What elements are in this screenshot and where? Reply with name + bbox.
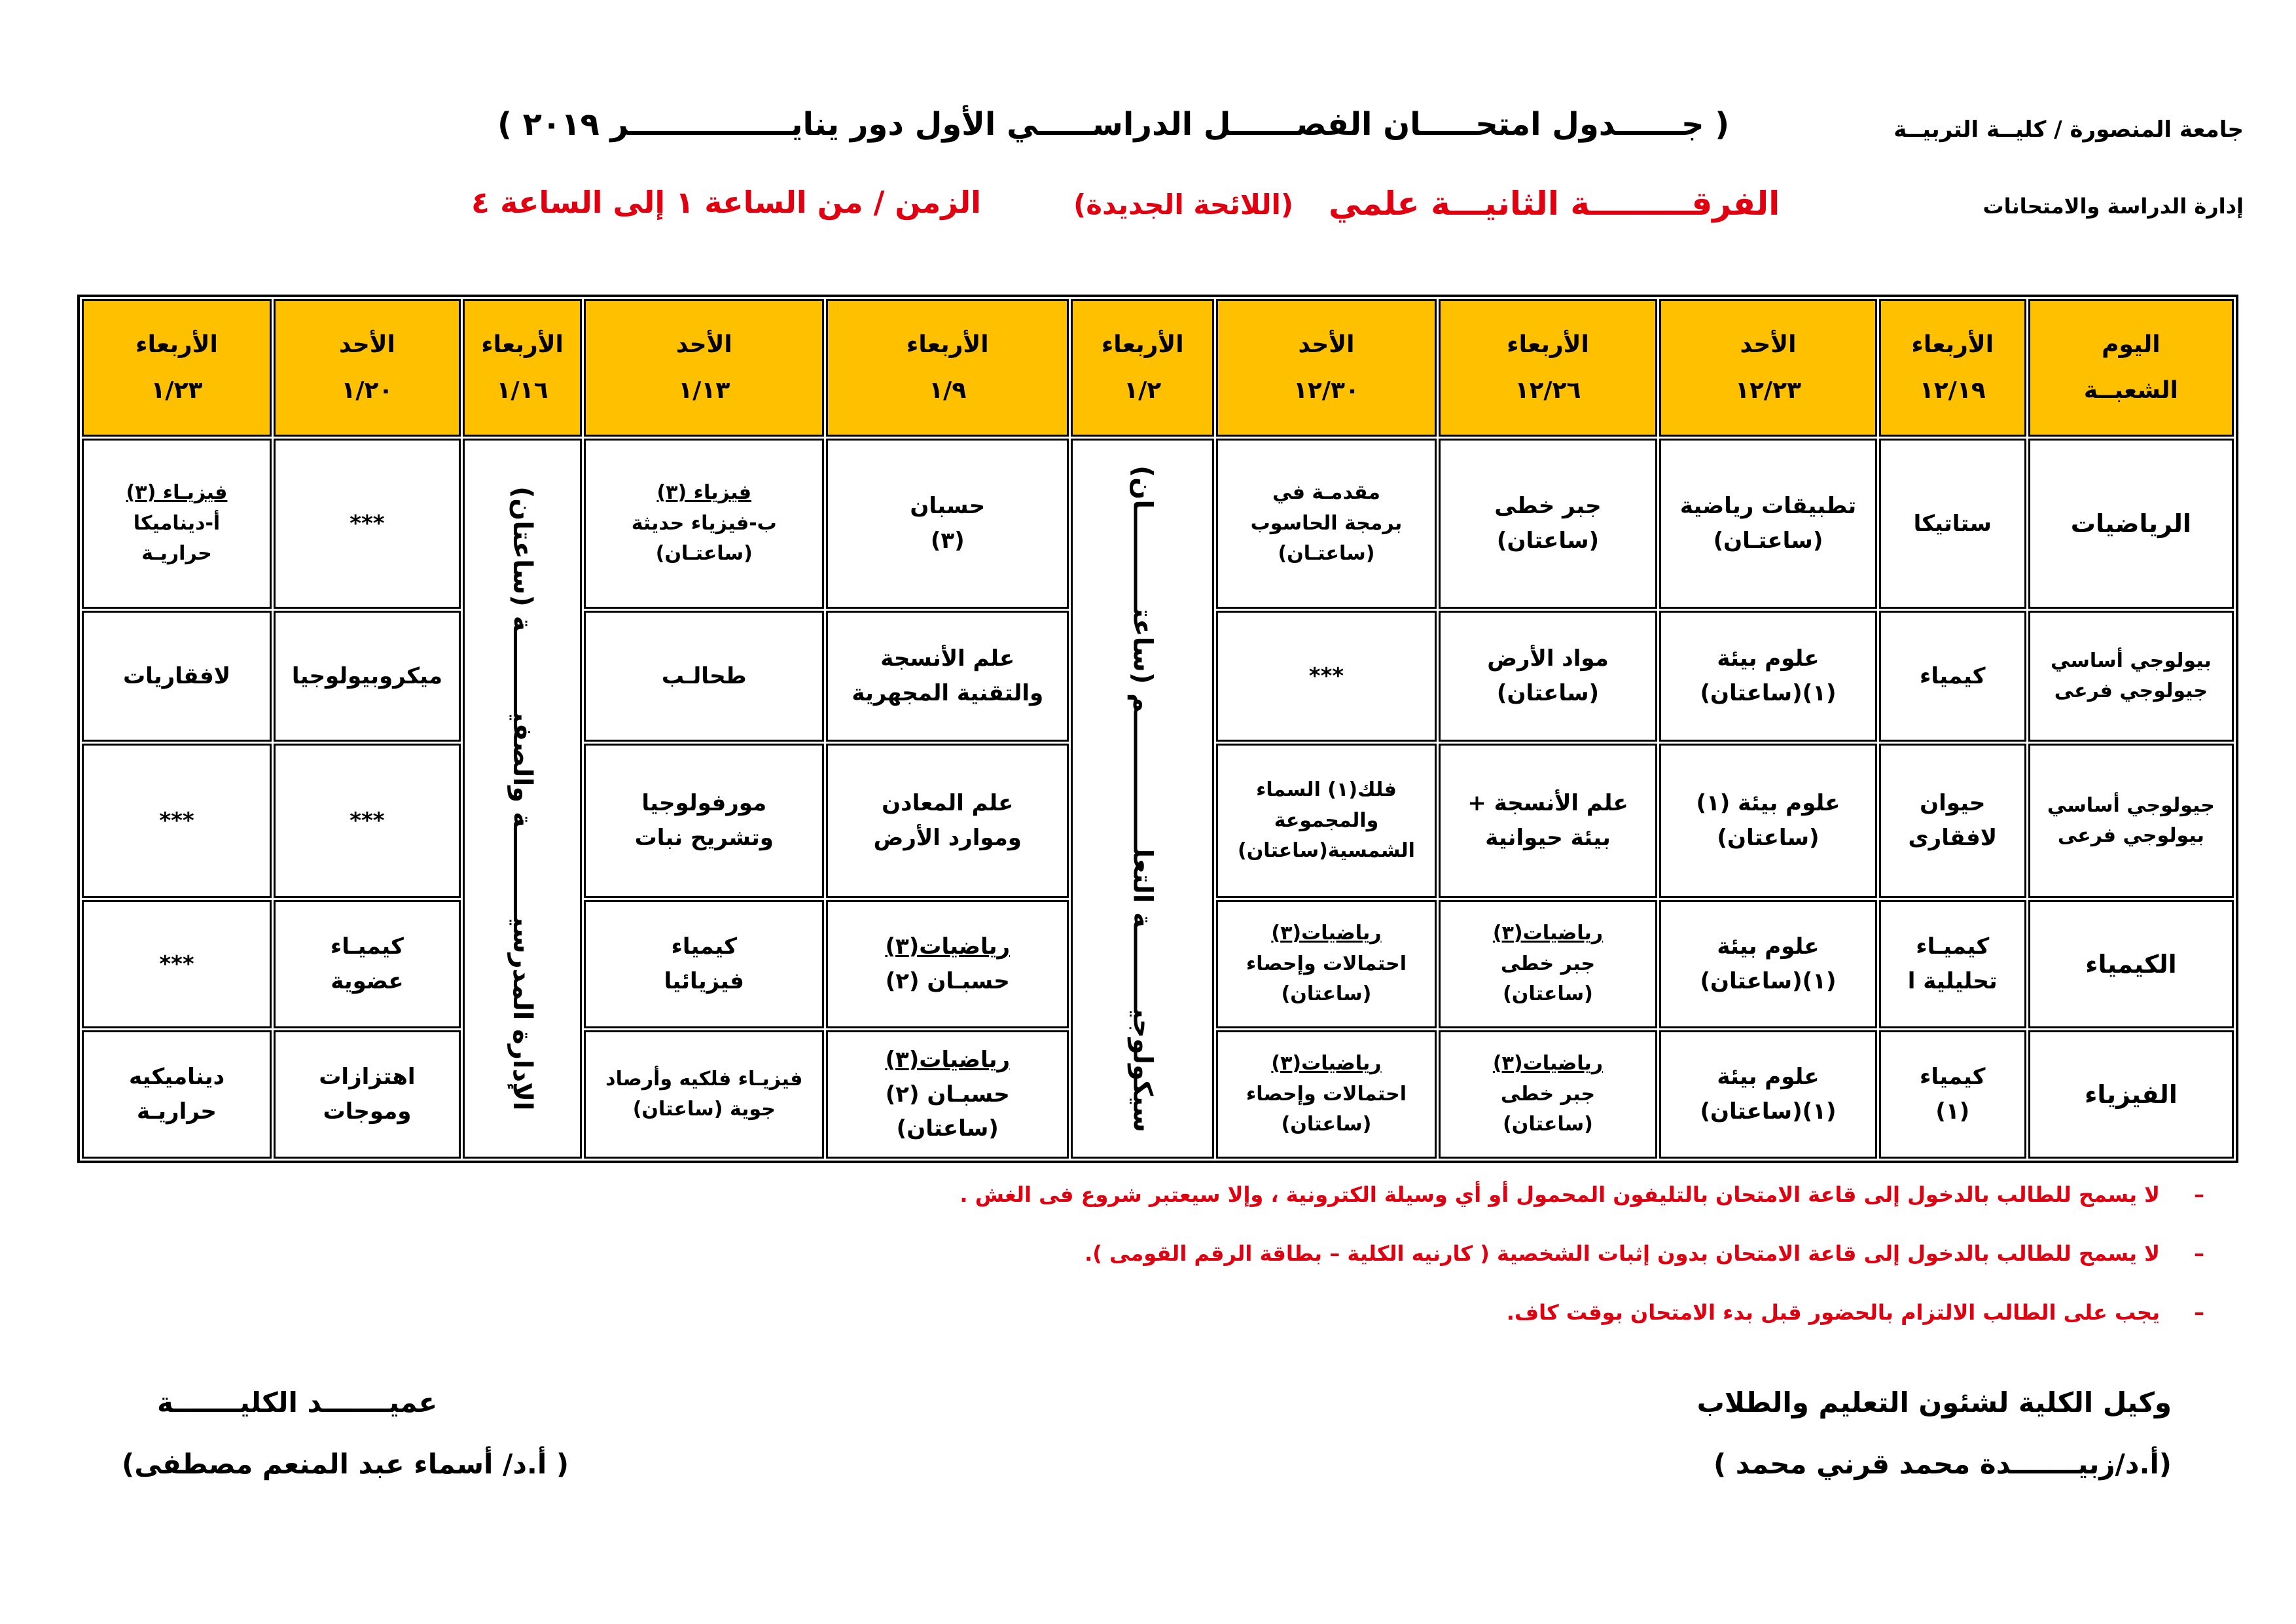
course-line: (١)	[1935, 1098, 1970, 1125]
time-label: الزمن / من الساعة ١ إلى الساعة ٤	[471, 185, 981, 220]
exam-cell	[274, 439, 461, 609]
note-marker: –	[2194, 1182, 2204, 1207]
dean-title: عميـــــــد الكليـــــــة	[157, 1386, 438, 1418]
course-line: اهتزازات	[319, 1064, 416, 1091]
empty-marker: ***	[1308, 662, 1344, 689]
exam-cell	[1659, 611, 1876, 742]
exam-cell	[1879, 1030, 2026, 1159]
course-line: فيزياء (٣)	[656, 481, 752, 505]
day-date: ١/١٣	[678, 377, 730, 404]
course-line: رياضيات(٣)	[885, 1046, 1011, 1073]
day-header	[463, 299, 582, 437]
course-line: جبر خطى	[1500, 952, 1596, 975]
exam-cell	[82, 611, 272, 742]
division-line: بيولوجي أساسي	[2051, 649, 2212, 672]
exam-cell	[82, 744, 272, 898]
exam-cell	[584, 611, 824, 742]
course-line: أ-ديناميكا	[133, 511, 221, 535]
exam-cell	[584, 744, 824, 898]
day-header	[826, 299, 1069, 437]
course-line: علوم بيئة (١)	[1696, 790, 1840, 817]
regulation-label: (اللائحة الجديدة)	[1073, 189, 1294, 221]
dean-name: ( أ.د/ أسماء عبد المنعم مصطفى)	[122, 1448, 569, 1480]
note-text: لا يسمح للطالب بالدخول إلى قاعة الامتحان بدون إثبات الشخصية ( كارنيه الكلية – بطاقة الرقم القومى ).	[1085, 1241, 2160, 1266]
course-line: كيميـاء	[330, 933, 404, 960]
course-line: علم المعادن	[882, 790, 1014, 817]
corner-cell	[2028, 299, 2234, 437]
course-line: (ساعتان)	[1281, 983, 1372, 1006]
empty-marker: ***	[350, 807, 385, 834]
division-label: الكيمياء	[2085, 949, 2177, 979]
exam-cell	[584, 1030, 824, 1159]
course-line: (ساعتان)	[1503, 1113, 1593, 1136]
note-item	[275, 1165, 2238, 1224]
course-line: (ساعتـان)	[655, 542, 753, 566]
course-line: (ساعتان)	[1717, 825, 1820, 851]
note-item	[275, 1283, 2238, 1342]
exam-cell	[1216, 900, 1437, 1028]
course-line: جبر خطى	[1500, 1082, 1596, 1106]
course-line: رياضيات(٣)	[1271, 1052, 1382, 1075]
course-line: (١)(ساعتان)	[1700, 1098, 1837, 1125]
day-date: ١/٢٠	[341, 377, 393, 404]
course-line: لافقاريات	[122, 662, 231, 689]
course-line: حيوان	[1920, 790, 1986, 817]
course-line: وموارد الأرض	[873, 825, 1022, 851]
course-line: حراريـة	[141, 542, 212, 566]
course-line: (ساعتان)	[1496, 680, 1600, 706]
division-cell	[2028, 744, 2234, 898]
course-line: احتمالات وإحصاء	[1246, 1082, 1407, 1106]
table-row	[82, 439, 2234, 609]
course-line: تحليلية ا	[1907, 968, 1998, 994]
course-line: ستاتيكا	[1913, 510, 1992, 537]
day-header	[1659, 299, 1876, 437]
day-header	[274, 299, 461, 437]
exam-cell	[1879, 900, 2026, 1028]
merged-course-text: سيكولوجيـــــــــة التعلـــــــــــــــم (ساعتـــــــــــان)	[1127, 465, 1158, 1132]
department-name: إدارة الدراسة والامتحانات	[1982, 194, 2244, 219]
day-name: الأحد	[675, 331, 732, 359]
exam-cell	[274, 744, 461, 898]
exam-cell	[82, 900, 272, 1028]
course-line: كيمياء	[1920, 662, 1986, 689]
course-line: (ساعتان)	[1281, 1113, 1372, 1136]
day-header	[1439, 299, 1658, 437]
course-line: فيزيائيا	[664, 968, 744, 994]
course-line: حسبـان (٢) (ساعتان)	[885, 1081, 1010, 1142]
empty-marker: ***	[350, 510, 385, 537]
grade-label: الفرقـــــــــة الثانيـــة علمي	[1329, 185, 1780, 223]
course-line: مقدمـة في	[1272, 481, 1380, 505]
course-line: جبر خطى	[1494, 493, 1602, 520]
course-line: حسبان	[910, 493, 986, 520]
day-name: الأحد	[1298, 331, 1355, 359]
course-line: مواد الأرض	[1487, 645, 1609, 672]
exam-cell	[584, 900, 824, 1028]
course-line: (ساعتان)	[1503, 983, 1593, 1006]
exam-cell	[1659, 439, 1876, 609]
exam-cell	[82, 439, 272, 609]
day-date: ١٢/٣٠	[1293, 377, 1359, 404]
exam-cell	[1439, 744, 1658, 898]
course-line: كيمياء	[671, 933, 738, 960]
course-line: رياضيات(٣)	[1492, 922, 1604, 945]
course-line: رياضيات(٣)	[1271, 922, 1382, 945]
schedule-body	[82, 439, 2234, 1159]
course-line: كيميـاء	[1916, 933, 1990, 960]
course-line: (١)(ساعتان)	[1700, 968, 1837, 994]
course-line: رياضيات(٣)	[1492, 1052, 1604, 1075]
day-name: الأربعاء	[1101, 331, 1184, 359]
merged-course-cell	[463, 439, 582, 1159]
empty-marker: ***	[159, 950, 194, 977]
course-line: علم الأنسجة +	[1467, 790, 1628, 817]
course-line: جوية (ساعتان)	[632, 1098, 776, 1121]
course-line: حراريـة	[137, 1098, 217, 1125]
course-line: والتقنية المجهرية	[852, 680, 1044, 706]
merged-course-cell	[1071, 439, 1214, 1159]
empty-marker: ***	[159, 807, 194, 834]
day-name: الأحد	[1740, 331, 1797, 359]
exam-cell	[826, 611, 1069, 742]
division-line: جيولوجي فرعى	[2054, 679, 2208, 702]
day-header	[1216, 299, 1437, 437]
exam-cell	[1439, 1030, 1658, 1159]
course-line: طحالـب	[661, 662, 747, 689]
exam-cell	[1439, 611, 1658, 742]
day-header	[584, 299, 824, 437]
day-name: الأربعاء	[1507, 331, 1589, 359]
day-date: ١/١٦	[496, 377, 548, 404]
day-name: الأربعاء	[135, 331, 218, 359]
course-line: لافقارى	[1908, 825, 1998, 851]
exam-cell	[274, 611, 461, 742]
notes-list	[275, 1165, 2238, 1342]
division-cell	[2028, 611, 2234, 742]
exam-cell	[1216, 439, 1437, 609]
course-line: عضوية	[331, 968, 404, 994]
merged-course-text: الإدارة المدرسيــــــــــة والصفيـــــــــة (ساعتان)	[507, 486, 538, 1111]
course-line: وتشريح نبات	[634, 825, 774, 851]
header-row	[82, 299, 2234, 437]
course-line: علوم بيئة	[1717, 933, 1820, 960]
division-line: جيولوجي أساسي	[2047, 793, 2215, 817]
exam-cell	[274, 900, 461, 1028]
university-name: جامعة المنصورة / كليــة التربيــة	[1893, 117, 2244, 143]
division-label: الرياضيات	[2070, 509, 2191, 538]
course-line: برمجة الحاسوب	[1250, 511, 1403, 535]
day-date: ١٢/٢٣	[1734, 377, 1802, 404]
course-line: حسبـان (٢)	[885, 968, 1010, 994]
day-header	[82, 299, 272, 437]
course-line: كيمياء	[1920, 1064, 1986, 1091]
course-line: احتمالات وإحصاء	[1246, 952, 1407, 975]
exam-cell	[826, 1030, 1069, 1159]
exam-cell	[1879, 744, 2026, 898]
division-label: الفيزياء	[2085, 1079, 2178, 1109]
course-line: علوم بيئة	[1717, 1064, 1820, 1091]
day-name: الأربعاء	[906, 331, 989, 359]
vice-dean-title: وكيل الكلية لشئون التعليم والطلاب	[1696, 1386, 2172, 1418]
division-cell	[2028, 900, 2234, 1028]
course-line: فلك(١) السماء	[1256, 778, 1397, 802]
day-date: ١/٢	[1124, 377, 1162, 404]
course-line: (ساعتـان)	[1278, 542, 1375, 566]
course-line: فيزيـاء فلكيه وأرصاد	[605, 1067, 803, 1091]
course-line: ب-فيزياء حديثة	[631, 511, 777, 535]
exam-cell	[1659, 1030, 1876, 1159]
day-name: الأربعاء	[1911, 331, 1994, 359]
exam-cell	[1216, 611, 1437, 742]
exam-cell	[1659, 744, 1876, 898]
day-header	[1879, 299, 2026, 437]
exam-cell	[584, 439, 824, 609]
exam-cell	[1439, 439, 1658, 609]
corner-division: الشعبــة	[2083, 377, 2178, 404]
note-text: لا يسمح للطالب بالدخول إلى قاعة الامتحان بالتليفون المحمول أو أي وسيلة الكترونية ، وإلا سيعتبر شروع فى الغش .	[960, 1182, 2160, 1207]
exam-cell	[826, 439, 1069, 609]
division-cell	[2028, 1030, 2234, 1159]
course-line: وموجات	[323, 1098, 412, 1125]
course-line: علم الأنسجة	[880, 645, 1015, 672]
course-line: بيئة حيوانية	[1485, 825, 1611, 851]
day-name: الأربعاء	[481, 331, 564, 359]
exam-cell	[1879, 439, 2026, 609]
day-date: ١٢/٢٦	[1515, 377, 1581, 404]
course-line: علوم بيئة	[1717, 645, 1820, 672]
course-line: (٣)	[930, 528, 965, 554]
course-line: رياضيات(٣)	[885, 933, 1011, 960]
course-line: تطبيقات رياضية	[1679, 493, 1857, 520]
note-item	[275, 1224, 2238, 1283]
note-text: يجب على الطالب الالتزام بالحضور قبل بدء الامتحان بوقت كاف.	[1506, 1300, 2160, 1325]
day-name: الأحد	[338, 331, 395, 359]
course-line: (ساعتـان)	[1713, 528, 1823, 554]
exam-cell	[826, 744, 1069, 898]
day-date: ١/٢٣	[151, 377, 203, 404]
exam-cell	[1659, 900, 1876, 1028]
exam-cell	[826, 900, 1069, 1028]
course-line: مورفولوجيا	[641, 790, 767, 817]
course-line: الشمسية(ساعتان)	[1237, 839, 1415, 863]
exam-cell	[1216, 744, 1437, 898]
vice-dean-name: (أ.د/زبيـــــــدة محمد قرني محمد )	[1713, 1448, 2172, 1480]
exam-cell	[1216, 1030, 1437, 1159]
note-marker: –	[2194, 1300, 2204, 1325]
course-line: فيزيـاء (٣)	[126, 481, 228, 505]
page-title: ( جــــــدول امتحـــــان الفصــــــل الدراســـــي الأول دور ينايـــــــــــــــر ٢٠١٩ )	[497, 106, 1730, 143]
exam-cell	[82, 1030, 272, 1159]
course-line: ديناميكيه	[128, 1064, 225, 1091]
exam-cell	[1879, 611, 2026, 742]
division-line: بيولوجي فرعى	[2057, 824, 2204, 847]
note-marker: –	[2194, 1241, 2204, 1266]
course-line: (ساعتان)	[1496, 528, 1600, 554]
division-cell	[2028, 439, 2234, 609]
course-line: ميكروبيولوجيا	[291, 662, 442, 689]
course-line: (١)(ساعتان)	[1700, 680, 1837, 706]
corner-day: اليوم	[2102, 331, 2161, 359]
course-line: والمجموعة	[1274, 808, 1379, 832]
day-header	[1071, 299, 1214, 437]
exam-schedule-table	[77, 295, 2238, 1163]
day-date: ١٢/١٩	[1919, 377, 1986, 404]
day-date: ١/٩	[929, 377, 967, 404]
exam-cell	[274, 1030, 461, 1159]
exam-cell	[1439, 900, 1658, 1028]
